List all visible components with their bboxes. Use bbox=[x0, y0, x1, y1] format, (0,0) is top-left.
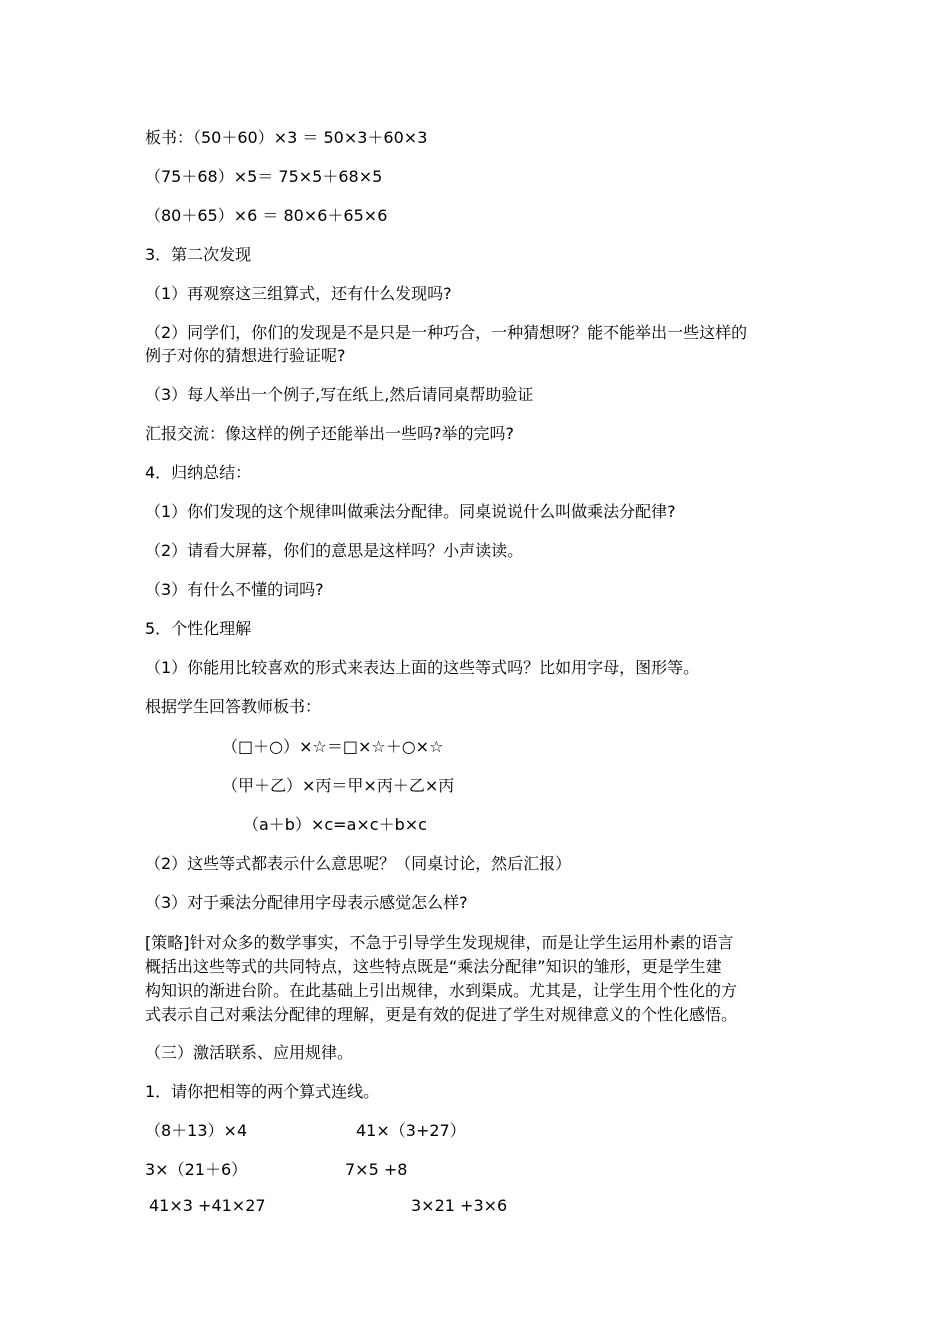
blackboard-line-1: 板书：（50＋60）×3 ＝ 50×3＋60×3 bbox=[145, 128, 428, 147]
summary-item-1: （1）你们发现的这个规律叫做乘法分配律。同桌说说什么叫做乘法分配律? bbox=[145, 502, 676, 521]
blackboard-line-3: （80＋65）×6 ＝ 80×6＋65×6 bbox=[145, 206, 388, 225]
strategy-line-1: [策略]针对众多的数学事实，不急于引导学生发现规律，而是让学生运用朴素的语言 bbox=[145, 933, 734, 952]
teacher-board-intro: 根据学生回答教师板书： bbox=[145, 697, 322, 716]
blackboard-line-2: （75＋68）×5＝ 75×5＋68×5 bbox=[145, 167, 383, 186]
match-left-1: （8＋13）×4 bbox=[145, 1121, 248, 1140]
personal-item-3: （3）对于乘法分配律用字母表示感觉怎么样? bbox=[145, 893, 468, 912]
question-1: （1）再观察这三组算式，还有什么发现吗? bbox=[145, 284, 452, 303]
section-heading-5: 5．个性化理解 bbox=[145, 619, 252, 638]
exercise-1-instruction: 1．请你把相等的两个算式连线。 bbox=[145, 1082, 380, 1101]
section-heading-4: 4．归纳总结： bbox=[145, 463, 252, 482]
question-2-line-2: 例子对你的猜想进行验证呢? bbox=[145, 346, 346, 365]
strategy-line-2: 概括出这些等式的共同特点，这些特点既是“乘法分配律”知识的雏形，更是学生建 bbox=[145, 957, 722, 976]
formula-characters: （甲＋乙）×丙＝甲×丙＋乙×丙 bbox=[222, 776, 455, 795]
formula-letters: （a＋b）×c=a×c＋b×c bbox=[243, 815, 427, 834]
match-right-3: 3×21 +3×6 bbox=[411, 1196, 508, 1215]
summary-item-3: （3）有什么不懂的词吗? bbox=[145, 580, 324, 599]
match-left-3: 41×3 +41×27 bbox=[149, 1196, 266, 1215]
match-right-1: 41×（3+27） bbox=[356, 1121, 466, 1140]
match-left-2: 3×（21＋6） bbox=[145, 1160, 248, 1179]
question-2-line-1: （2）同学们，你们的发现是不是只是一种巧合，一种猜想呀？能不能举出一些这样的 bbox=[145, 323, 748, 342]
section-heading-3: 3．第二次发现 bbox=[145, 245, 252, 264]
personal-item-1: （1）你能用比较喜欢的形式来表达上面的这些等式吗？比如用字母，图形等。 bbox=[145, 658, 700, 677]
formula-shapes: （□＋○）×☆＝□×☆＋○×☆ bbox=[222, 737, 444, 756]
match-right-2: 7×5 +8 bbox=[345, 1160, 408, 1179]
personal-item-2: （2）这些等式都表示什么意思呢？（同桌讨论，然后汇报） bbox=[145, 854, 572, 873]
strategy-line-3: 构知识的渐进台阶。在此基础上引出规律，水到渠成。尤其是，让学生用个性化的方 bbox=[145, 981, 738, 1000]
strategy-line-4: 式表示自己对乘法分配律的理解，更是有效的促进了学生对规律意义的个性化感悟。 bbox=[145, 1005, 738, 1024]
report-exchange: 汇报交流：像这样的例子还能举出一些吗?举的完吗? bbox=[145, 424, 514, 443]
part-three-heading: （三）激活联系、应用规律。 bbox=[145, 1043, 354, 1062]
question-3: （3）每人举出一个例子,写在纸上,然后请同桌帮助验证 bbox=[145, 385, 534, 404]
summary-item-2: （2）请看大屏幕，你们的意思是这样吗？小声读读。 bbox=[145, 541, 524, 560]
